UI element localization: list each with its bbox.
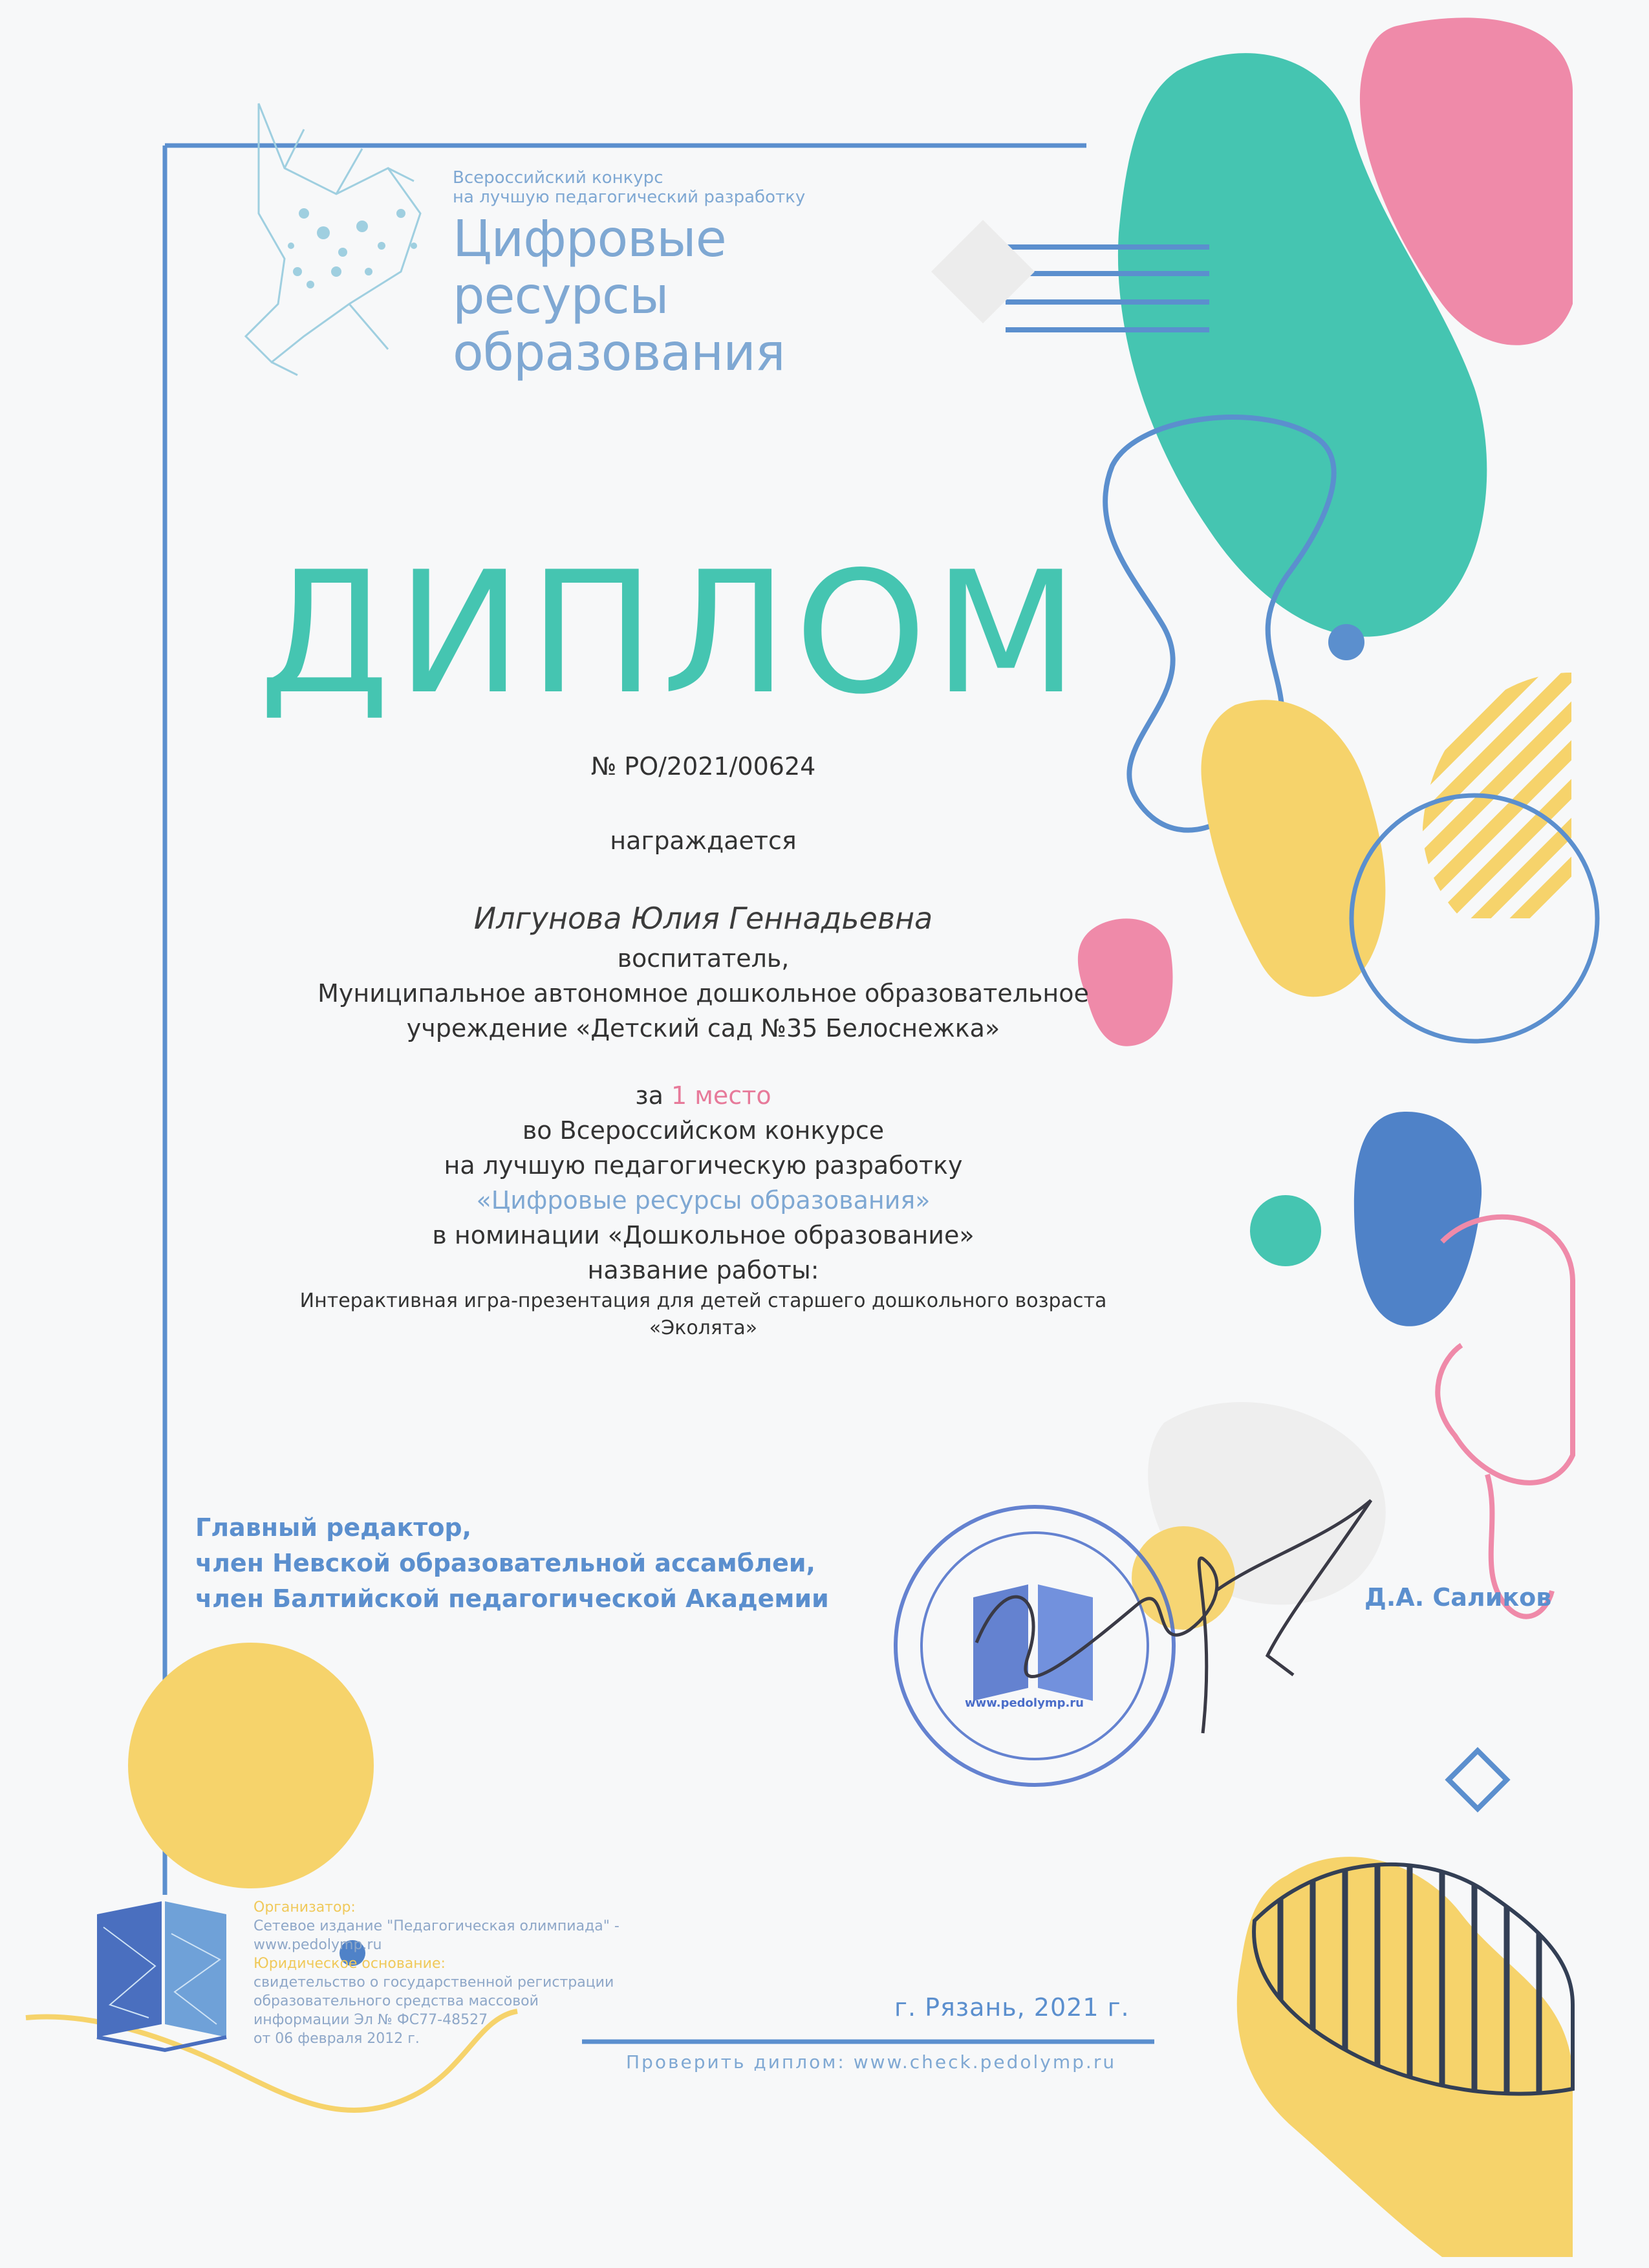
organizer-info: [253, 1898, 706, 2048]
award-details: [194, 1078, 1212, 1342]
institution-line1: Муниципальное автономное дошкольное образовательное: [318, 979, 1089, 1008]
place-value: 1 место: [671, 1081, 771, 1110]
recipient-position: воспитатель,: [617, 944, 790, 973]
signatory-role-line1: Главный редактор,: [195, 1513, 472, 1542]
city-year: г. Рязань, 2021 г.: [894, 1993, 1130, 2022]
institution-line2: учреждение «Детский сад №35 Белоснежка»: [406, 1014, 1000, 1042]
for-prefix: за: [635, 1081, 663, 1110]
contest-subtitle-line1: Всероссийский конкурс: [453, 168, 663, 188]
award-place-line: [194, 1078, 1212, 1113]
contest-title-line1: Цифровые: [453, 210, 726, 268]
blue-diamond-outline: [1449, 1751, 1507, 1809]
check-link[interactable]: Проверить диплом: www.check.pedolymp.ru: [626, 2051, 1117, 2073]
diploma-number: № РО/2021/00624: [590, 752, 816, 781]
contest-line1: во Всероссийском конкурсе: [522, 1116, 885, 1145]
stamp-url: www.pedolymp.ru: [965, 1696, 1084, 1710]
contest-title: [453, 211, 905, 382]
stamp-seal: [896, 1507, 1174, 1785]
yellow-striped-shape: [1390, 582, 1584, 1048]
legal-line3: информации Эл № ФС77-48527: [253, 2012, 488, 2028]
organizer-label: Организатор:: [253, 1899, 356, 1916]
grey-diamond: [931, 220, 1035, 323]
contest-subtitle-line2: на лучшую педагогический разработку: [453, 188, 806, 207]
contest-title-line3: образования: [453, 324, 785, 382]
recipient-details: [194, 941, 1212, 1046]
diploma-title: ДИПЛОМ: [259, 536, 1085, 731]
book-logo: [97, 1901, 226, 2050]
legal-label: Юридическое основание:: [253, 1956, 446, 1972]
signatory-role-line3: член Балтийской педагогической Академии: [195, 1584, 829, 1613]
recipient-name: Илгунова Юлия Геннадьевна: [473, 901, 933, 936]
contest-line2: на лучшую педагогическую разработку: [444, 1151, 963, 1180]
awarded-label: награждается: [610, 826, 797, 855]
legal-line1: свидетельство о государственной регистрации: [253, 1974, 614, 1991]
legal-line4: от 06 февраля 2012 г.: [253, 2031, 420, 2047]
bird-logo-dots: [288, 208, 417, 288]
contest-name: «Цифровые ресурсы образования»: [476, 1186, 931, 1215]
contest-header: [453, 168, 905, 382]
signatory-name: Д.А. Саликов: [1364, 1583, 1552, 1612]
legal-line2: образовательного средства массовой: [253, 1993, 539, 2009]
blue-dot: [1328, 624, 1364, 660]
yellow-circle-signature: [1132, 1526, 1235, 1630]
yellow-circle-bottom-left: [128, 1643, 374, 1888]
contest-title-line2: ресурсы: [453, 267, 669, 325]
work-label: название работы:: [587, 1256, 819, 1284]
teal-dot: [1250, 1195, 1321, 1266]
work-subtitle: «Эколята»: [649, 1317, 758, 1339]
blue-blob: [1354, 1112, 1482, 1326]
organizer-line: Сетевое издание "Педагогическая олимпиада" - www.pedolymp.ru: [253, 1918, 620, 1953]
work-title: Интерактивная игра-презентация для детей старшего дошкольного возраста: [299, 1290, 1107, 1312]
signatory-role: [195, 1510, 868, 1617]
signatory-role-line2: член Невской образовательной ассамблеи,: [195, 1549, 815, 1577]
nomination: в номинации «Дошкольное образование»: [432, 1221, 975, 1249]
